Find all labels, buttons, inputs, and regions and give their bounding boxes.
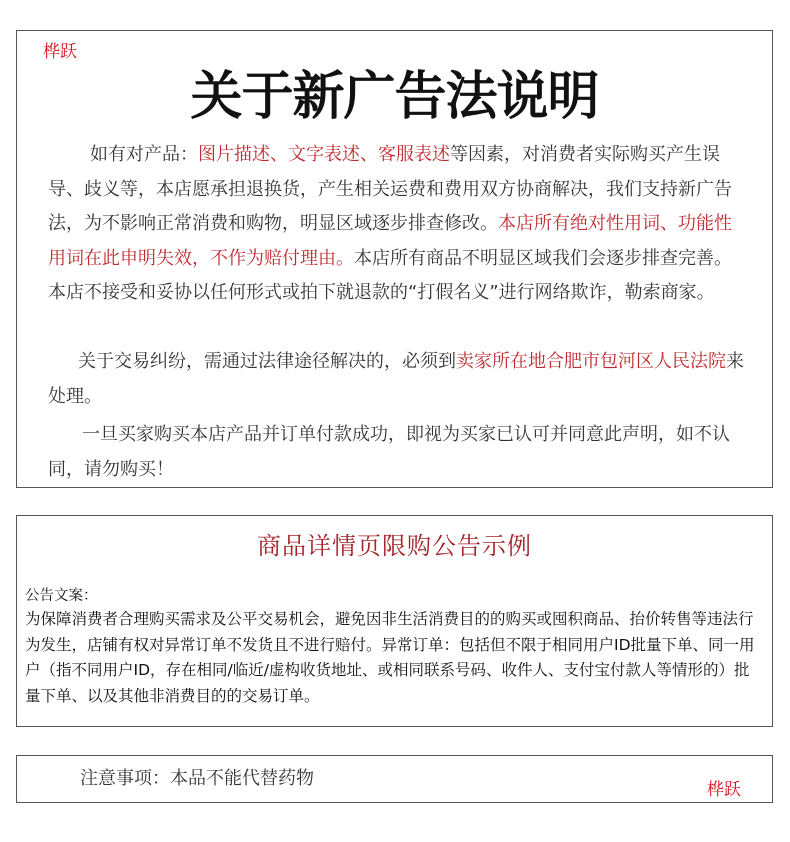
- paragraph-text: 如有对产品：: [90, 144, 198, 165]
- notice-title: 商品详情页限购公告示例: [257, 532, 532, 560]
- notice-label: 公告文案：: [25, 588, 98, 604]
- paragraph-agreement: 一旦买家购买本店产品并订单付款成功，即视为买家已认可并同意此声明，如不认同，请勿购买！: [48, 424, 730, 480]
- notice-body: 为保障消费者合理购买需求及公平交易机会，避免因非生活消费目的的购买或囤积商品、抬价转售等违法行为发生，店铺有权对异常订单不发货且不进行赔付。异常订单：包括但不限于相同用户ID批量下单、同一用户（指不同用户ID，存在相同/临近/虚构收货地址、或相同联系号码、收件人、支付宝付款人等情形的）批量下单、以及其他非消费目的的交易订单。: [25, 610, 755, 705]
- paragraph-text: 本店所有商品不明显区域我们会逐步排查完善。本店不接受和妥协以任何形式或拍下就退款的“打假名义”进行网络欺诈，勒索商家。: [48, 247, 732, 303]
- brand-logo-text: 桦跃: [43, 42, 77, 62]
- caution-notice: [16, 755, 773, 803]
- new-ad-law-notice: [16, 30, 773, 488]
- highlight-text: 卖家所在地合肥市包河区人民法院: [456, 351, 726, 372]
- brand-logo-text: 桦跃: [707, 780, 741, 800]
- highlight-text: 本店所有绝对性用词、功能性用词在此申明失效，不作为赔付理由。: [48, 213, 732, 269]
- highlight-text: 图片描述、文字表述、客服表述: [198, 144, 450, 165]
- paragraph-text: 等因素，对消费者实际购买产生误导、歧义等，本店愿承担退换货，产生相关运费和费用双方协商解决，我们支持新广告法，为不影响正常消费和购物，明显区域逐步排查修改。: [48, 144, 732, 234]
- purchase-limit-notice: [16, 515, 773, 727]
- paragraph-text: 来处理。: [48, 351, 744, 407]
- paragraph-text: 关于交易纠纷，需通过法律途径解决的，必须到: [78, 351, 456, 372]
- paragraph-dispute: [48, 345, 748, 414]
- notice-title: 关于新广告法说明: [190, 67, 599, 127]
- paragraph-product-description: [48, 138, 748, 311]
- caution-text: 注意事项：本品不能代替药物: [80, 768, 314, 789]
